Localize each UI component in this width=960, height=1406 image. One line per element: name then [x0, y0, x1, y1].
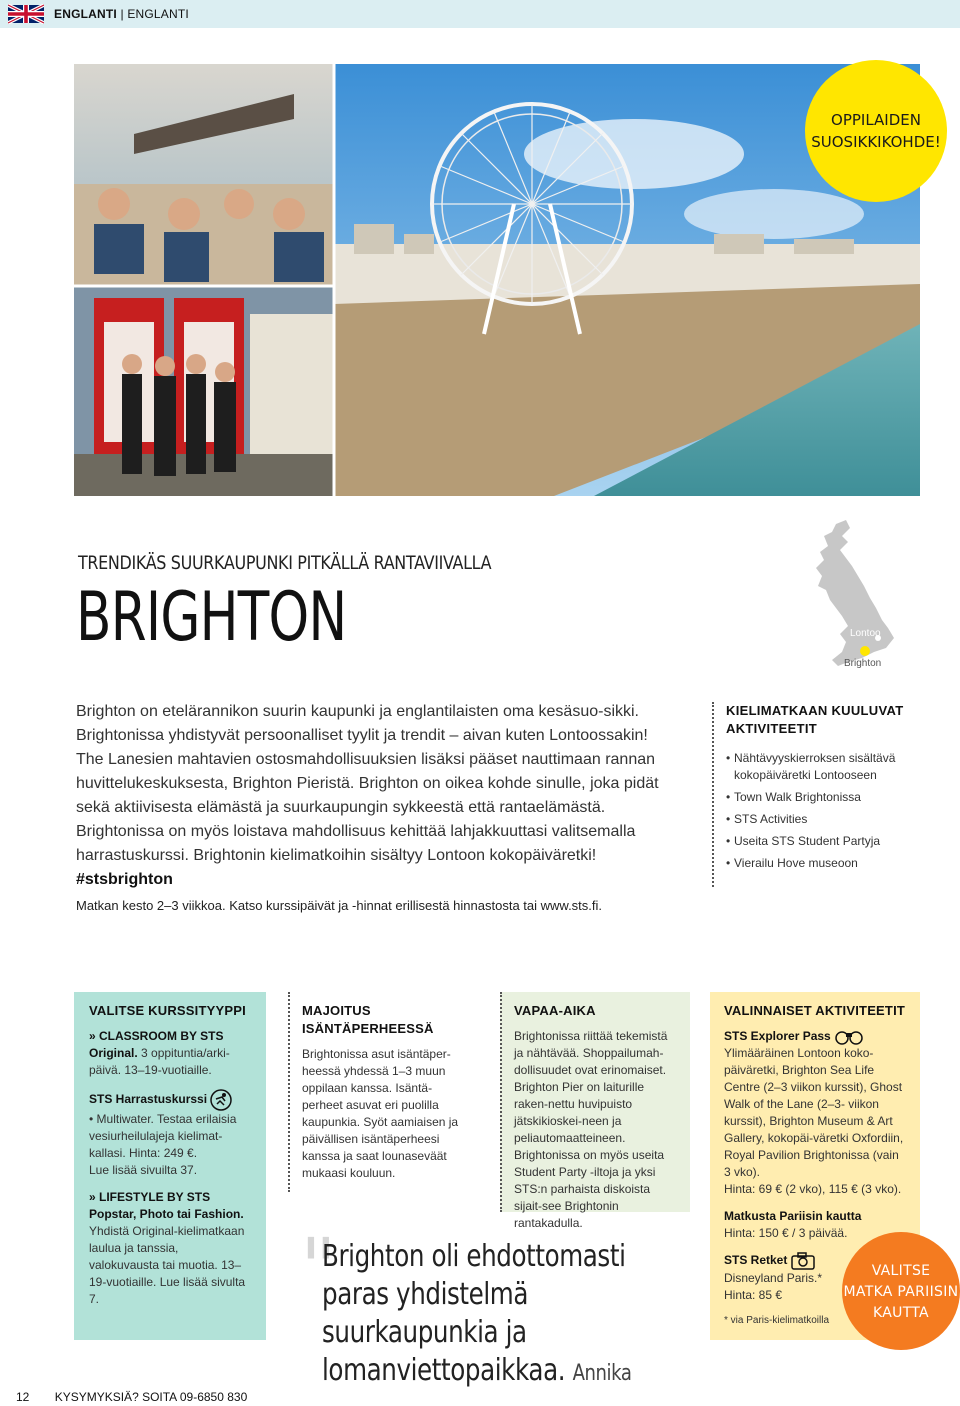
trip-duration: Matkan kesto 2–3 viikkoa. Katso kurssipäivät ja -hinnat erillisestä hinnastosta tai www.sts.fi.: [76, 898, 603, 913]
badge-line-1: OPPILAIDEN: [831, 111, 921, 129]
course-type-box: [74, 992, 266, 1340]
retket-note: * via Paris-kielimatkoilla: [724, 1315, 830, 1326]
orange-badge-line-1: VALITSE: [871, 1262, 931, 1279]
quote-mark-icon: ": [300, 1221, 337, 1314]
uk-map: [802, 516, 902, 672]
brighton-photo-collage: [74, 64, 920, 496]
orange-badge-line-2: MATKA PARIISIN: [843, 1283, 959, 1300]
swimmer-icon: [210, 1089, 232, 1111]
intro-text: [76, 700, 676, 892]
language-label: ENGLANTI | ENGLANTI: [54, 7, 189, 21]
classroom-text: Original. 3 oppituntia/arki-päivä. 13–19-vuotiaille.: [89, 1046, 230, 1077]
uk-map-icon: [802, 516, 902, 672]
intro-hashtag: #stsbrighton: [76, 871, 173, 888]
free-time-text: Brightonissa riittää tekemistä ja nähtävää. Shoppailumah-dollisuudet ovat erinomaiset. Brighton Pier on laiturille raken-nettu huvipuisto jätskikioskei-neen ja peliautomaatteineen. Brightonissa on myös useita Student Party -iltoja ja yksi STS:n parhaista diskoista sijait-see Brightonin rantakadulla.: [514, 1029, 668, 1230]
hobby-item: • Multiwater. Testaa erilaisia vesiurheilulajeja kielimat-kallasi. Hinta: 249 €.: [89, 1112, 237, 1160]
uk-flag-icon: [8, 4, 44, 24]
paris-route-badge: [842, 1232, 960, 1350]
free-time-box: [500, 992, 690, 1230]
paris-price: Hinta: 150 € / 3 päivää.: [724, 1226, 848, 1240]
lifestyle-heading: » LIFESTYLE BY STS: [89, 1190, 211, 1204]
list-item: • Vierailu Hove museoon: [726, 855, 922, 872]
explorer-heading: STS Explorer Pass: [724, 1028, 906, 1045]
quote-author: Annika: [572, 1361, 632, 1386]
retket-heading: STS Retket: [724, 1252, 906, 1270]
quote-text: Brighton oli ehdottomasti paras yhdistelmä suurkaupunkia ja lomanviettopaikkaa. Annika: [322, 1239, 632, 1388]
page-number: 12: [16, 1390, 30, 1404]
lifestyle-text: Popstar, Photo tai Fashion. Yhdistä Original-kielimatkaan laulua ja tanssia, valokuvausta tai muotia. 13–19-vuotiaille. Lue lisää sivulta 7.: [89, 1207, 246, 1306]
optional-title: VALINNAISET AKTIVITEETIT: [724, 1003, 906, 1018]
binoculars-icon: [834, 1029, 864, 1045]
housing-title: MAJOITUS ISÄNTÄPERHEESSÄ: [302, 1003, 434, 1036]
housing-box: [288, 992, 478, 1192]
activities-title: KIELIMATKAAN KUULUVAT AKTIVITEETIT: [726, 703, 904, 736]
explorer-price: Hinta: 69 € (2 vko), 115 € (3 vko).: [724, 1182, 902, 1196]
map-label-london: Lontoo: [850, 628, 881, 639]
retket-text: Disneyland Paris.*: [724, 1271, 823, 1285]
top-bar: [0, 0, 960, 28]
page-title: BRIGHTON: [76, 578, 347, 657]
hero-photo: [74, 64, 920, 496]
retket-price: Hinta: 85 €: [724, 1288, 783, 1302]
list-item: • Town Walk Brightonissa: [726, 789, 922, 806]
list-item: • Nähtävyyskierroksen sisältävä kokopäiväretki Lontooseen: [726, 750, 922, 784]
free-time-title: VAPAA-AIKA: [514, 1003, 596, 1018]
page-footer: [16, 1390, 247, 1404]
camera-icon: [791, 1252, 815, 1270]
explorer-text: Ylimääräinen Lontoon koko-päiväretki, Brighton Sea Life Centre (2–3 viikon kurssit), Ghost Walk of the Lane (2–3- viikon kurssit), Brighton Museum & Art Gallery, kokopäi-väretki Oxfordiin, Royal Pavilion Brightonissa (vain 3 vko).: [724, 1046, 904, 1179]
intro-body: Brighton on etelärannikon suurin kaupunki ja englantilaisten oma kesäsuo-sikki. Brightonissa yhdistyvät persoonalliset tyylit ja trendit – aivan kuten Lontoossakin! The Lanesien mahtavien ostosmahdollisuuksien lisäksi pääset nauttimaan rannan huvittelukeskuksesta, Brighton Pieristä. Brighton on oikea kohde sinulle, joka pidät sekä aktiivisesta elämästä ja suurkaupungin sykkeestä että rantaelämästä. Brightonissa on myös loistava mahdollisuus kehittää lahjakkuuttasi valitsemalla harrastuskurssi. Brightonin kielimatkoihin sisältyy Lontoon kokopäiväretki!: [76, 703, 659, 864]
course-box-title: VALITSE KURSSITYYPPI: [89, 1003, 246, 1018]
hobby-more: Lue lisää sivuilta 37.: [89, 1163, 198, 1177]
favourite-badge: [805, 60, 947, 202]
included-activities: [712, 702, 922, 887]
list-item: • STS Activities: [726, 811, 922, 828]
hobby-heading: STS Harrastuskurssi: [89, 1089, 251, 1111]
badge-line-2: SUOSIKKIKOHDE!: [811, 133, 941, 151]
activities-list: [726, 750, 922, 872]
orange-badge-line-3: KAUTTA: [873, 1304, 929, 1321]
housing-text: Brightonissa asut isäntäper-heessä yhdessä 1–3 muun oppilaan kanssa. Isäntä-perheet asuvat eri puolilla kaupunkia. Syöt aamiaisen ja päivällisen isäntäperheesi kanssa ja saat lounaseväät mukaasi kouluun.: [302, 1047, 459, 1180]
page-subtitle: TRENDIKÄS SUURKAUPUNKI PITKÄLLÄ RANTAVIIVALLA: [78, 552, 492, 574]
map-label-brighton: Brighton: [844, 658, 882, 669]
footer-contact: KYSYMYKSIÄ? SOITA 09-6850 830: [54, 1390, 248, 1404]
list-item: • Useita STS Student Partyja: [726, 833, 922, 850]
paris-heading: Matkusta Pariisin kautta: [724, 1209, 862, 1223]
classroom-heading: » CLASSROOM BY STS: [89, 1029, 224, 1043]
